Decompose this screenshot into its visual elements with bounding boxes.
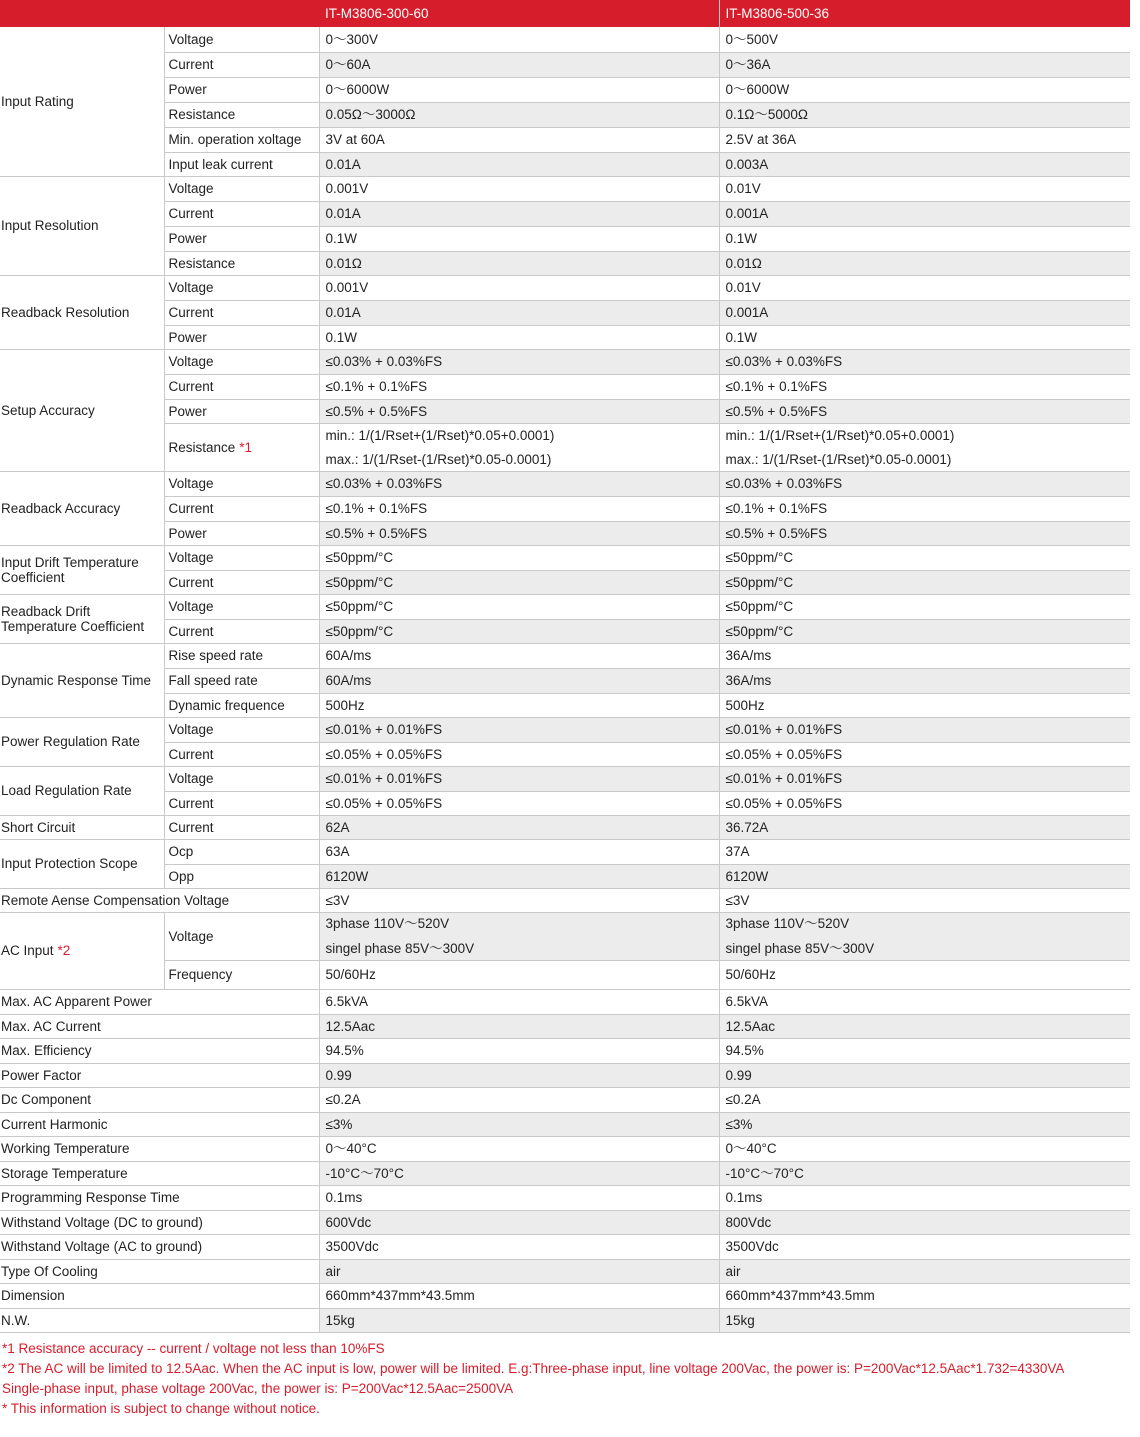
value-cell: 500Hz [719,693,1130,717]
param-label: Rise speed rate [164,643,319,668]
table-row [0,643,1130,668]
value-cell: 0～40°C [719,1136,1130,1161]
value-cell: 36A/ms [719,668,1130,693]
param-label: Resistance [164,102,319,127]
param-label: Power [164,325,319,349]
value-cell: 94.5% [719,1038,1130,1063]
table-row [0,127,1130,152]
category-short-circuit: Short Circuit [0,815,164,839]
param-label: Current [164,374,319,399]
value-cell: 0.003A [719,152,1130,176]
row-label: Type Of Cooling [0,1259,319,1283]
value-cell: ≤0.2A [719,1087,1130,1112]
param-label: Voltage [164,594,319,619]
table-row [0,1283,1130,1308]
table-row [0,668,1130,693]
category-readback-drift: Readback Drift Temperature Coefficient [0,594,164,643]
table-row [0,201,1130,226]
value-cell: -10°C～70°C [319,1161,719,1185]
value-cell: 94.5% [319,1038,719,1063]
table-row [0,1234,1130,1259]
table-row [0,594,1130,619]
footnote-2: *2 The AC will be limited to 12.5Aac. When the AC input is low, power will be limited. E.g:Three-phase input, line voltage 200Vac, the power is: P=200Vac*12.5Aac*1.732=4330VA [2,1360,1065,1376]
value-cell: ≤0.05% + 0.05%FS [319,742,719,766]
param-label: Dynamic frequence [164,693,319,717]
value-cell: 0.1ms [319,1185,719,1210]
value-cell: ≤0.1% + 0.1%FS [319,496,719,521]
table-row [0,1038,1130,1063]
resistance-max: max.: 1/(1/Rset-(1/Rset)*0.05-0.0001) [325,451,552,467]
value-cell: ≤50ppm/°C [719,594,1130,619]
param-label: Current [164,742,319,766]
model-b-header: IT-M3806-500-36 [719,0,1130,27]
param-label: Current [164,570,319,594]
value-cell: 6.5kVA [719,989,1130,1014]
row-label: Max. Efficiency [0,1038,319,1063]
value-cell: 0.001A [719,300,1130,325]
value-cell: 600Vdc [319,1210,719,1234]
footnote-mark-2: *2 [57,943,71,958]
value-cell: -10°C～70°C [719,1161,1130,1185]
value-cell: 62A [319,815,719,839]
value-cell [319,912,719,960]
value-cell: 0～40°C [319,1136,719,1161]
value-cell: ≤0.01% + 0.01%FS [719,766,1130,791]
value-cell: 2.5V at 36A [719,127,1130,152]
table-row [0,325,1130,349]
table-row [0,693,1130,717]
table-row [0,1136,1130,1161]
table-row [0,1063,1130,1087]
value-cell: 0.1ms [719,1185,1130,1210]
table-row [0,839,1130,864]
value-cell: 0～60A [319,52,719,77]
value-cell: 0～36A [719,52,1130,77]
category-ac-input [0,912,164,989]
category-input-protection: Input Protection Scope [0,839,164,888]
value-cell: 0.01Ω [719,251,1130,275]
value-cell: 0.01V [719,176,1130,201]
value-cell: 6.5kVA [319,989,719,1014]
value-cell: ≤50ppm/°C [719,619,1130,643]
resistance-min: min.: 1/(1/Rset+(1/Rset)*0.05+0.0001) [325,427,555,443]
resistance-label: Resistance [168,439,236,455]
value-cell: 37A [719,839,1130,864]
value-cell: ≤0.5% + 0.5%FS [719,399,1130,423]
value-cell: 0～300V [319,27,719,52]
value-cell: ≤0.03% + 0.03%FS [719,471,1130,496]
value-cell: ≤3% [319,1112,719,1136]
value-cell [719,912,1130,960]
table-row [0,742,1130,766]
value-cell: 6120W [719,864,1130,888]
value-cell: ≤0.5% + 0.5%FS [319,399,719,423]
value-cell: ≤0.03% + 0.03%FS [719,349,1130,374]
resistance-max: max.: 1/(1/Rset-(1/Rset)*0.05-0.0001) [725,451,952,467]
param-label [164,423,319,471]
value-cell: 0.1W [719,226,1130,251]
value-cell: 3500Vdc [319,1234,719,1259]
table-row [0,1014,1130,1038]
table-row [0,152,1130,176]
table-row [0,570,1130,594]
value-cell [319,423,719,471]
value-cell: 36.72A [719,815,1130,839]
param-label: Power [164,77,319,102]
value-cell: ≤50ppm/°C [719,570,1130,594]
value-cell: 15kg [319,1308,719,1332]
table-row [0,989,1130,1014]
param-label: Voltage [164,717,319,742]
row-label: Working Temperature [0,1136,319,1161]
value-cell: 50/60Hz [719,960,1130,989]
category-input-resolution: Input Resolution [0,176,164,275]
value-cell: 0.99 [319,1063,719,1087]
table-row [0,545,1130,570]
category-input-rating: Input Rating [0,27,164,176]
ac-voltage-single: singel phase 85V～300V [725,941,875,956]
row-label: Max. AC Apparent Power [0,989,319,1014]
value-cell: ≤0.03% + 0.03%FS [319,471,719,496]
table-row [0,1087,1130,1112]
table-row [0,423,1130,471]
param-label: Current [164,496,319,521]
footnote-1: *1 Resistance accuracy -- current / voltage not less than 10%FS [2,1340,385,1356]
param-label: Voltage [164,176,319,201]
value-cell: ≤0.03% + 0.03%FS [319,349,719,374]
value-cell: ≤0.01% + 0.01%FS [319,717,719,742]
value-cell: ≤0.05% + 0.05%FS [719,742,1130,766]
category-readback-resolution: Readback Resolution [0,275,164,349]
value-cell: ≤50ppm/°C [719,545,1130,570]
table-row [0,275,1130,300]
table-row [0,399,1130,423]
value-cell: ≤0.5% + 0.5%FS [319,521,719,545]
param-label: Voltage [164,766,319,791]
value-cell: 3V at 60A [319,127,719,152]
table-row [0,815,1130,839]
table-row [0,1185,1130,1210]
value-cell: air [719,1259,1130,1283]
param-label: Current [164,52,319,77]
row-label: Withstand Voltage (DC to ground) [0,1210,319,1234]
value-cell [719,423,1130,471]
value-cell: ≤3V [319,888,719,912]
value-cell: 0.1W [319,226,719,251]
value-cell: 0.1W [719,325,1130,349]
table-row [0,521,1130,545]
value-cell: 0.1Ω～5000Ω [719,102,1130,127]
table-row [0,27,1130,52]
table-row [0,226,1130,251]
value-cell: 660mm*437mm*43.5mm [719,1283,1130,1308]
value-cell: 0.01A [319,201,719,226]
value-cell: air [319,1259,719,1283]
param-label: Voltage [164,545,319,570]
ac-voltage-3phase: 3phase 110V～520V [325,916,450,931]
table-row [0,766,1130,791]
category-readback-accuracy: Readback Accuracy [0,471,164,545]
value-cell: ≤0.05% + 0.05%FS [719,791,1130,815]
param-label: Resistance [164,251,319,275]
value-cell: 660mm*437mm*43.5mm [319,1283,719,1308]
value-cell: ≤0.05% + 0.05%FS [319,791,719,815]
value-cell: ≤50ppm/°C [319,570,719,594]
footnote-mark-1: *1 [239,439,253,455]
row-label: Programming Response Time [0,1185,319,1210]
value-cell: 12.5Aac [319,1014,719,1038]
table-row [0,52,1130,77]
param-label: Voltage [164,471,319,496]
value-cell: 63A [319,839,719,864]
table-row [0,717,1130,742]
table-row [0,1112,1130,1136]
table-row [0,912,1130,960]
param-label: Current [164,201,319,226]
table-row [0,471,1130,496]
row-label: Power Factor [0,1063,319,1087]
disclaimer: * This information is subject to change without notice. [2,1400,320,1416]
value-cell: 0～6000W [319,77,719,102]
resistance-min: min.: 1/(1/Rset+(1/Rset)*0.05+0.0001) [725,427,955,443]
value-cell: ≤0.01% + 0.01%FS [719,717,1130,742]
footnote-2-continued: Single-phase input, phase voltage 200Vac, the power is: P=200Vac*12.5Aac=2500VA [2,1380,514,1396]
value-cell: ≤0.2A [319,1087,719,1112]
value-cell: 12.5Aac [719,1014,1130,1038]
value-cell: 800Vdc [719,1210,1130,1234]
param-label: Ocp [164,839,319,864]
value-cell: ≤50ppm/°C [319,594,719,619]
value-cell: ≤50ppm/°C [319,619,719,643]
row-label: Max. AC Current [0,1014,319,1038]
value-cell: 50/60Hz [319,960,719,989]
param-label: Fall speed rate [164,668,319,693]
value-cell: 0.01Ω [319,251,719,275]
category-input-drift: Input Drift Temperature Coefficient [0,545,164,594]
value-cell: 60A/ms [319,643,719,668]
table-header-row [0,0,1130,27]
value-cell: ≤0.1% + 0.1%FS [719,496,1130,521]
value-cell: ≤0.5% + 0.5%FS [719,521,1130,545]
row-label: Storage Temperature [0,1161,319,1185]
value-cell: ≤3V [719,888,1130,912]
table-row [0,888,1130,912]
param-label: Voltage [164,349,319,374]
category-setup-accuracy: Setup Accuracy [0,349,164,471]
param-label: Power [164,399,319,423]
table-row [0,864,1130,888]
value-cell: ≤0.01% + 0.01%FS [319,766,719,791]
row-label: Withstand Voltage (AC to ground) [0,1234,319,1259]
category-dynamic-response: Dynamic Response Time [0,643,164,717]
param-label: Current [164,791,319,815]
value-cell: 0～6000W [719,77,1130,102]
table-row [0,1161,1130,1185]
table-row [0,960,1130,989]
param-label: Current [164,815,319,839]
ac-input-label: AC Input [1,943,54,958]
ac-voltage-single: singel phase 85V～300V [325,941,475,956]
row-label: Dc Component [0,1087,319,1112]
value-cell: 0.01V [719,275,1130,300]
param-label: Power [164,521,319,545]
value-cell: 0.01A [319,152,719,176]
table-row [0,77,1130,102]
model-a-header: IT-M3806-300-60 [319,0,719,27]
value-cell: 0.001V [319,275,719,300]
table-row [0,102,1130,127]
value-cell: 6120W [319,864,719,888]
value-cell: 0～500V [719,27,1130,52]
table-row [0,791,1130,815]
table-row [0,251,1130,275]
value-cell: 0.05Ω～3000Ω [319,102,719,127]
table-row [0,349,1130,374]
value-cell: 0.01A [319,300,719,325]
value-cell: 60A/ms [319,668,719,693]
table-row [0,1308,1130,1332]
category-remote-sense: Remote Aense Compensation Voltage [0,888,319,912]
row-label: N.W. [0,1308,319,1332]
param-label: Power [164,226,319,251]
value-cell: 0.001V [319,176,719,201]
table-row [0,176,1130,201]
value-cell: 0.1W [319,325,719,349]
value-cell: ≤0.1% + 0.1%FS [719,374,1130,399]
param-label: Voltage [164,912,319,960]
category-load-regulation: Load Regulation Rate [0,766,164,815]
value-cell: 500Hz [319,693,719,717]
value-cell: 36A/ms [719,643,1130,668]
row-label: Dimension [0,1283,319,1308]
value-cell: 0.99 [719,1063,1130,1087]
param-label: Voltage [164,275,319,300]
table-row [0,1259,1130,1283]
param-label: Voltage [164,27,319,52]
footnotes [0,1339,1130,1419]
category-power-regulation: Power Regulation Rate [0,717,164,766]
table-row [0,1210,1130,1234]
param-label: Frequency [164,960,319,989]
value-cell: 3500Vdc [719,1234,1130,1259]
row-label: Current Harmonic [0,1112,319,1136]
value-cell: ≤0.1% + 0.1%FS [319,374,719,399]
param-label: Current [164,619,319,643]
value-cell: ≤50ppm/°C [319,545,719,570]
param-label: Opp [164,864,319,888]
param-label: Min. operation xoltage [164,127,319,152]
param-label: Input leak current [164,152,319,176]
table-row [0,300,1130,325]
table-row [0,374,1130,399]
param-label: Current [164,300,319,325]
ac-voltage-3phase: 3phase 110V～520V [725,916,850,931]
table-row [0,496,1130,521]
value-cell: 0.001A [719,201,1130,226]
value-cell: 15kg [719,1308,1130,1332]
value-cell: ≤3% [719,1112,1130,1136]
table-row [0,619,1130,643]
